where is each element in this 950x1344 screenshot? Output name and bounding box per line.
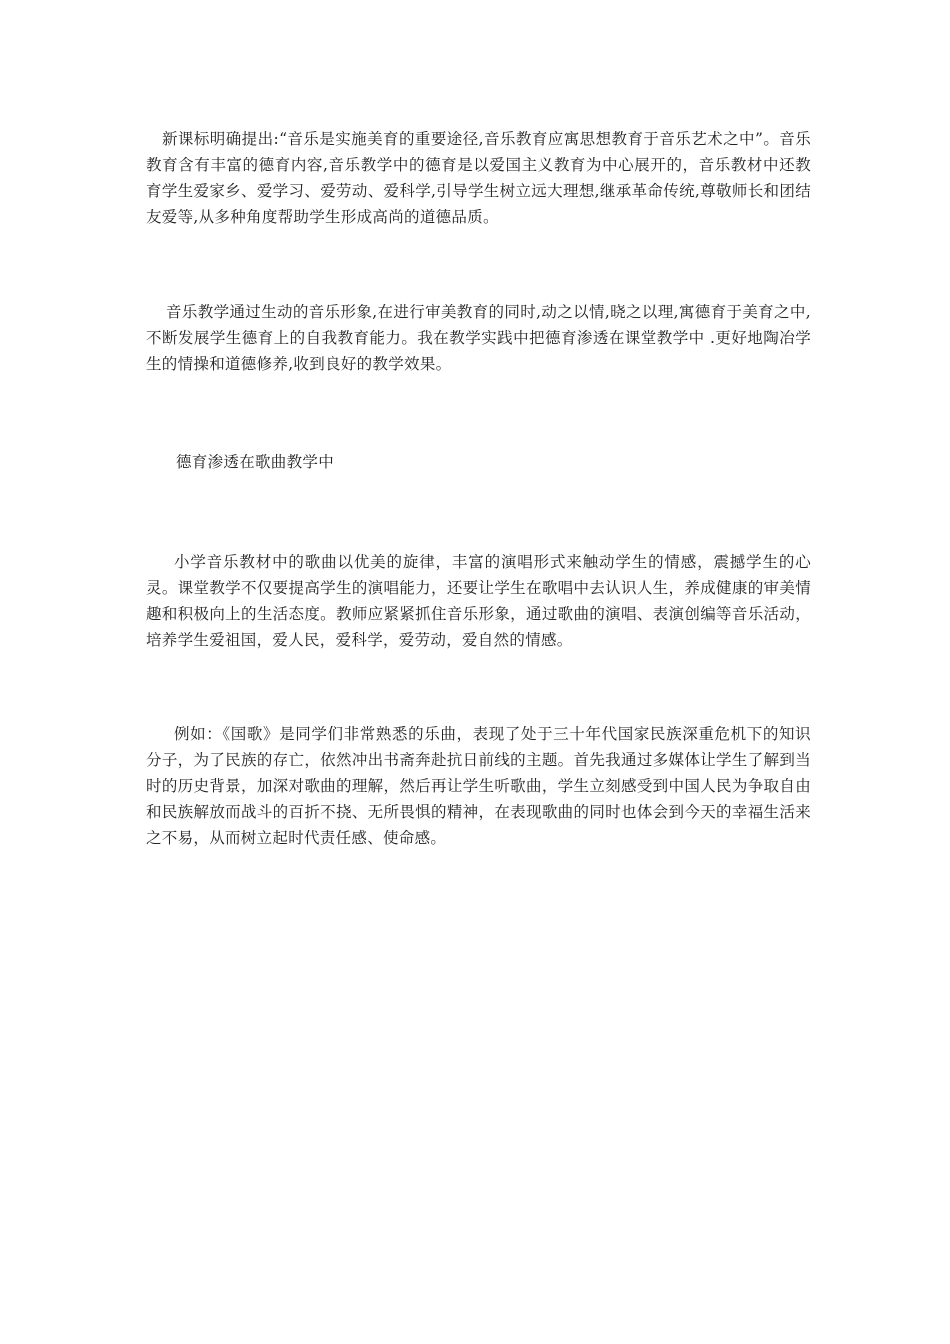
example-paragraph: 例如：《国歌》是同学们非常熟悉的乐曲，表现了处于三十年代国家民族深重危机下的知识分子，为了民族的存亡，依然冲出书斋奔赴抗日前线的主题。首先我通过多媒体让学生了解到当时的历史背景，加深对歌曲的理解，然后再让学生听歌曲，学生立刻感受到中国人民为争取自由和民族解放而战斗的百折不挠、无所畏惧的精神，在表现歌曲的同时也体会到今天的幸福生活来之不易，从而树立起时代责任感、使命感。 [146, 725, 811, 847]
song-teaching-paragraph: 小学音乐教材中的歌曲以优美的旋律，丰富的演唱形式来触动学生的情感，震撼学生的心灵。课堂教学不仅要提高学生的演唱能力，还要让学生在歌唱中去认识人生，养成健康的审美情趣和积极向上的生活态度。教师应紧紧抓住音乐形象，通过歌曲的演唱、表演创编等音乐活动，培养学生爱祖国，爱人民，爱科学，爱劳动，爱自然的情感。 [146, 553, 811, 649]
section-heading: 德育渗透在歌曲教学中 [176, 453, 335, 471]
intro-paragraph: 新课标明确提出:“音乐是实施美育的重要途径,音乐教育应寓思想教育于音乐艺术之中”。音乐教育含有丰富的德育内容,音乐教学中的德育是以爱国主义教育为中心展开的，音乐教材中还教育学生爱家乡、爱学习、爱劳动、爱科学,引导学生树立远大理想,继承革命传统,尊敬师长和团结友爱等,从多种角度帮助学生形成高尚的道德品质。 [146, 130, 811, 226]
teaching-approach-paragraph: 音乐教学通过生动的音乐形象,在进行审美教育的同时,动之以情,晓之以理,寓德育于美育之中,不断发展学生德育上的自我教育能力。我在教学实践中把德育渗透在课堂教学中 .更好地陶冶学生的情操和道德修养,收到良好的教学效果。 [146, 303, 811, 373]
